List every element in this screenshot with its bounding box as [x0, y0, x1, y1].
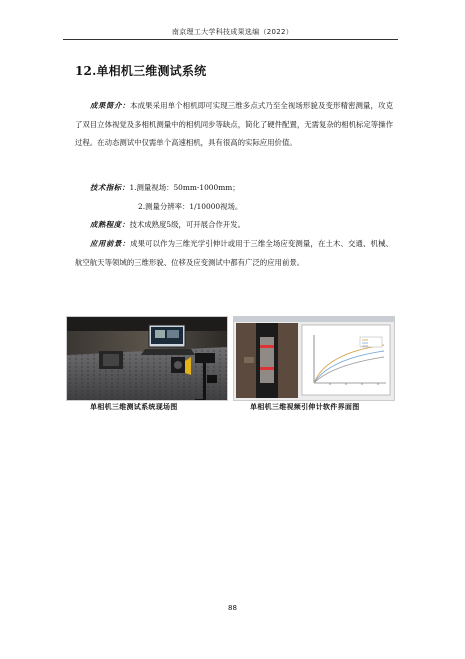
header-rule: [63, 39, 398, 40]
summary-label: 成果简介：: [90, 101, 131, 110]
page-number: 88: [228, 604, 237, 612]
software-interface-illustration: [234, 317, 394, 400]
application-paragraph: [75, 235, 393, 272]
summary-block: [75, 97, 393, 153]
specs-block: [75, 179, 393, 235]
spec-line-2: [75, 198, 393, 217]
spec-item-2: 2.测量分辨率：1/10000视场。: [138, 201, 243, 211]
lab-setup-illustration: [67, 317, 227, 400]
maturity-label: 成熟程度：: [90, 220, 130, 229]
summary-paragraph: [75, 97, 393, 153]
maturity-line: [75, 216, 393, 235]
spec-item-1: 1.测量视场：50mm-1000mm；: [129, 183, 240, 192]
software-interface-photo: [233, 316, 395, 401]
application-label: 应用前景：: [90, 239, 131, 248]
maturity-text: 技术成熟度5级，可开展合作开发。: [129, 220, 246, 229]
spec-line-1: [75, 179, 393, 198]
application-block: [75, 235, 393, 272]
figure-caption-left: 单相机三维测试系统现场图: [90, 402, 178, 411]
section-title: 12.单相机三维测试系统: [75, 64, 207, 78]
figure-caption-right: 单相机三维视频引伸计软件界面图: [250, 402, 360, 411]
specs-label: 技术指标：: [90, 183, 130, 192]
page-header: 南京理工大学科技成果选编（2022）: [171, 28, 294, 36]
application-text: 成果可以作为三维光学引伸计或用于三维全场应变测量，在土木、交通、机械、航空航天等领域的三维形貌、位移及应变测试中都有广泛的应用前景。: [75, 239, 393, 267]
lab-setup-photo: [66, 316, 228, 401]
summary-text: 本成果采用单个相机即可实现三维多点式乃至全视场形貌及变形精密测量，攻克了双目立体视觉及多相机测量中的相机同步等缺点，简化了硬件配置，无需复杂的相机标定等操作过程。在动态测试中仅需单个高速相机，具有很高的实际应用价值。: [75, 101, 393, 147]
